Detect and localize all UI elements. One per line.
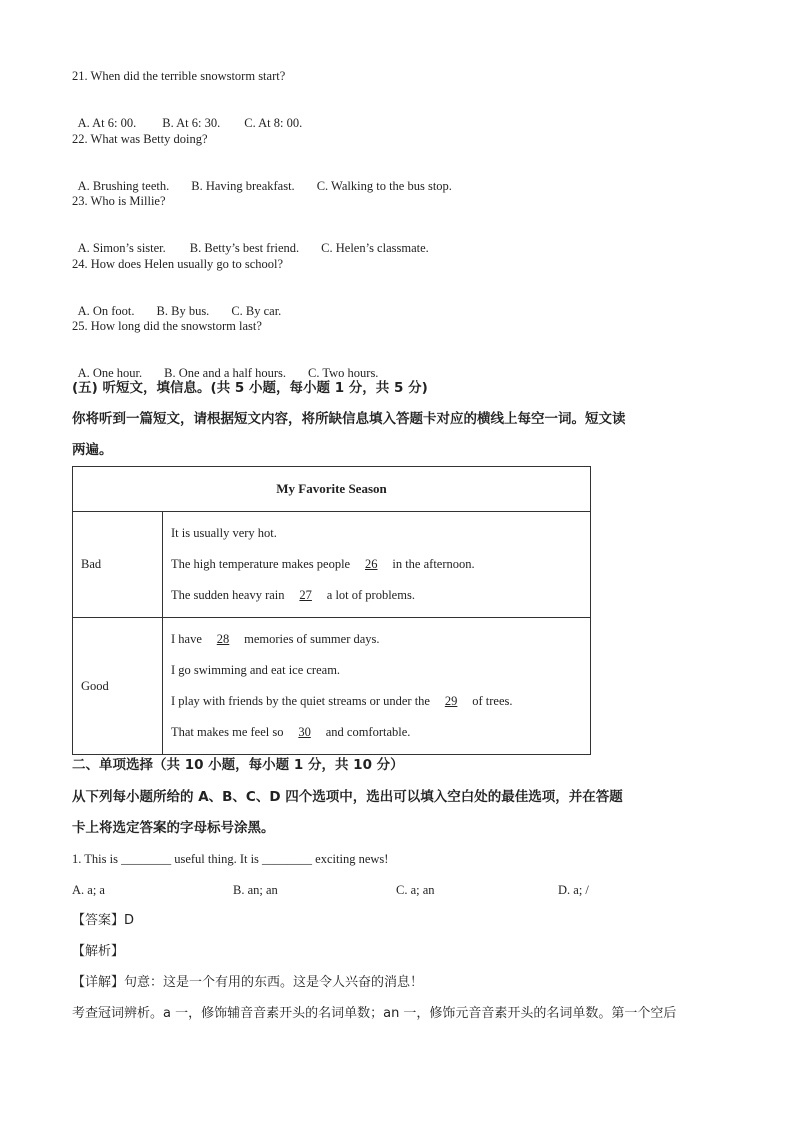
table-line: I go swimming and eat ice cream. bbox=[171, 663, 341, 677]
question-1-option-d: D. a; / bbox=[558, 883, 589, 897]
question-23-options bbox=[72, 224, 429, 256]
section-5-title: (五) 听短文，填信息。(共 5 小题，每小题 1 分，共 5 分) bbox=[72, 380, 428, 396]
favorite-season-table bbox=[72, 466, 591, 755]
detail-text: 【详解】句意：这是一个有用的东西。这是令人兴奋的消息！ bbox=[72, 975, 424, 990]
option-a: A. Simon’s sister. bbox=[77, 241, 166, 255]
explain-text: 考查冠词辨析。a 一，修饰辅音音素开头的名词单数；an 一，修饰元音音素开头的名词单数。第一个空后 bbox=[72, 1006, 677, 1021]
section-5-instructions-cont: 两遍。 bbox=[72, 442, 113, 458]
option-c: C. Helen’s classmate. bbox=[321, 241, 429, 255]
row-body-good bbox=[163, 618, 591, 755]
option-a: A. On foot. bbox=[77, 304, 135, 318]
table-line: That makes me feel so 30 and comfortable. bbox=[171, 717, 590, 748]
question-22: 22. What was Betty doing? bbox=[72, 132, 208, 146]
option-c: C. Walking to the bus stop. bbox=[316, 179, 452, 193]
question-23: 23. Who is Millie? bbox=[72, 194, 166, 208]
table-line: I play with friends by the quiet streams or under the 29 of trees. bbox=[171, 686, 590, 717]
question-24-options bbox=[72, 287, 281, 319]
option-c: C. Two hours. bbox=[308, 366, 379, 380]
table-row-good bbox=[73, 618, 591, 755]
row-label-good: Good bbox=[73, 618, 163, 755]
blank-30[interactable]: 30 bbox=[298, 725, 311, 739]
section-2-instructions-cont: 卡上将选定答案的字母标号涂黑。 bbox=[72, 820, 275, 836]
option-a: A. At 6: 00. bbox=[77, 116, 137, 130]
question-25: 25. How long did the snowstorm last? bbox=[72, 319, 262, 333]
section-2-instructions: 从下列每小题所给的 A、B、C、D 四个选项中，选出可以填入空白处的最佳选项，并在答题 bbox=[72, 789, 623, 805]
table-line: The high temperature makes people 26 in the afternoon. bbox=[171, 549, 590, 580]
option-b: B. By bus. bbox=[156, 304, 210, 318]
table-row-bad bbox=[73, 512, 591, 618]
option-b: B. One and a half hours. bbox=[164, 366, 286, 380]
question-1-option-b: B. an; an bbox=[233, 883, 278, 897]
question-1-option-c: C. a; an bbox=[396, 883, 435, 897]
table-line: The sudden heavy rain 27 a lot of problems. bbox=[171, 580, 590, 611]
table-title: My Favorite Season bbox=[73, 467, 591, 512]
option-a: A. Brushing teeth. bbox=[77, 179, 170, 193]
answer-label: 【答案】D bbox=[72, 913, 135, 928]
question-24: 24. How does Helen usually go to school? bbox=[72, 257, 284, 271]
question-1: 1. This is ________ useful thing. It is ________ exciting news! bbox=[72, 852, 389, 866]
question-22-options bbox=[72, 162, 452, 194]
row-body-bad bbox=[163, 512, 591, 618]
table-line: I have 28 memories of summer days. bbox=[171, 624, 590, 655]
question-1-option-a: A. a; a bbox=[72, 883, 105, 897]
question-21: 21. When did the terrible snowstorm start? bbox=[72, 69, 286, 83]
blank-29[interactable]: 29 bbox=[444, 694, 458, 708]
section-5-instructions: 你将听到一篇短文，请根据短文内容，将所缺信息填入答题卡对应的横线上每空一词。短文读 bbox=[72, 411, 626, 427]
option-b: B. Betty’s best friend. bbox=[189, 241, 300, 255]
blank-26[interactable]: 26 bbox=[364, 557, 378, 571]
question-21-options bbox=[72, 99, 302, 131]
blank-28[interactable]: 28 bbox=[216, 632, 230, 646]
table-line: It is usually very hot. bbox=[171, 526, 277, 540]
option-b: B. Having breakfast. bbox=[191, 179, 295, 193]
section-2-title: 二、单项选择（共 10 小题，每小题 1 分，共 10 分） bbox=[72, 757, 404, 773]
option-b: B. At 6: 30. bbox=[162, 116, 221, 130]
row-label-bad: Bad bbox=[73, 512, 163, 618]
option-a: A. One hour. bbox=[77, 366, 143, 380]
blank-27[interactable]: 27 bbox=[299, 588, 312, 602]
option-c: C. By car. bbox=[231, 304, 282, 318]
question-25-options bbox=[72, 349, 378, 381]
option-c: C. At 8: 00. bbox=[244, 116, 303, 130]
analysis-label: 【解析】 bbox=[72, 944, 125, 959]
